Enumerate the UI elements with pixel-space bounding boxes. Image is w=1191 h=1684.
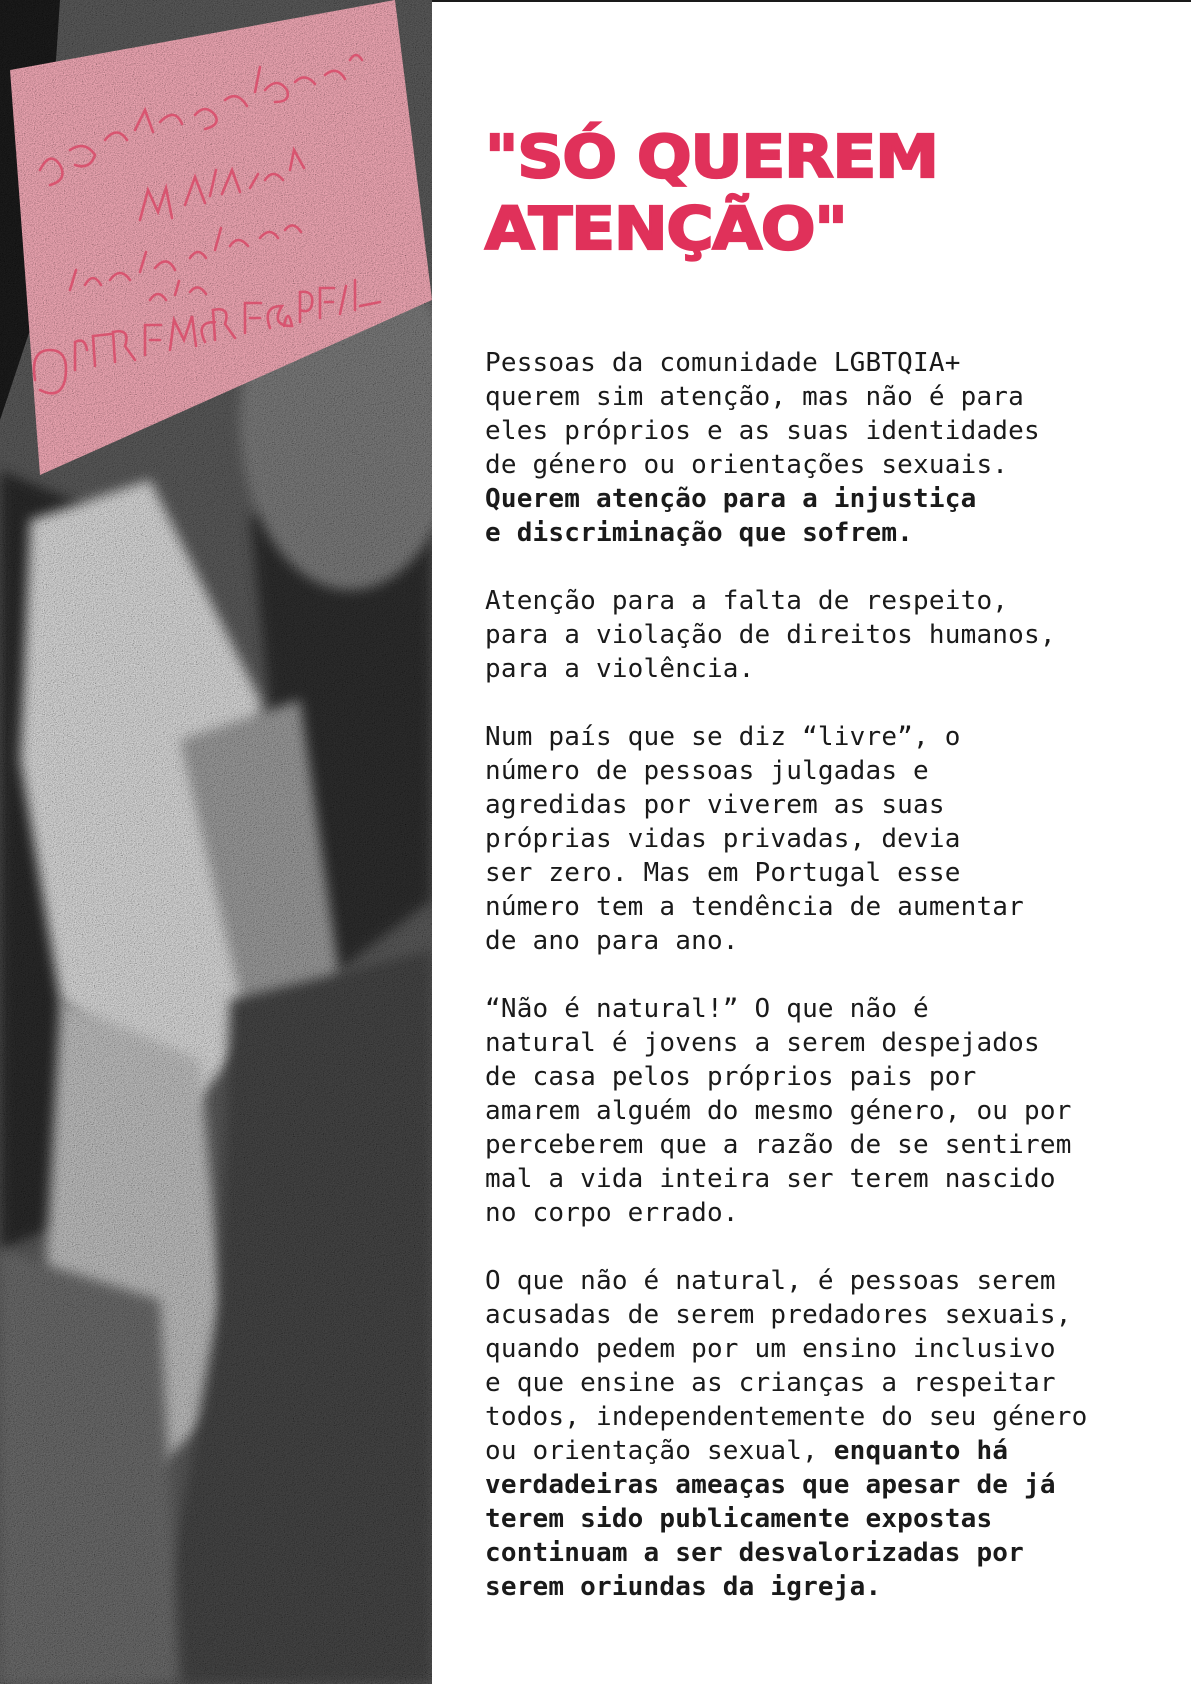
- paragraph-4-text: “Não é natural!” O que não é natural é jovens a serem despejados de casa pelos próprios pais por amarem alguém do mesmo género, ou por perceberem que a razão de se sentirem mal a vida inteira ser terem nascido no corpo errado.: [485, 994, 1072, 1228]
- paragraph-4: [485, 992, 1145, 1230]
- paragraph-3: [485, 720, 1145, 958]
- paragraph-2-text: Atenção para a falta de respeito, para a violação de direitos humanos, para a violência.: [485, 586, 1056, 684]
- paragraph-3-text: Num país que se diz “livre”, o número de pessoas julgadas e agredidas por viverem as suas próprias vidas privadas, devia ser zero. Mas em Portugal esse número tem a tendência de aumentar de ano para ano.: [485, 722, 1025, 956]
- article: [485, 122, 1145, 1638]
- paragraph-5: [485, 1264, 1145, 1604]
- paragraph-2: [485, 584, 1145, 686]
- headline: "SÓ QUEREM ATENÇÃO": [485, 123, 938, 264]
- paragraph-1: [485, 346, 1145, 550]
- paragraph-5-text: O que não é natural, é pessoas serem acusadas de serem predadores sexuais, quando pedem por um ensino inclusivo e que ensine as crianças a respeitar todos, independentemente do seu género ou orientação sexual,: [485, 1266, 1088, 1466]
- top-divider: [432, 0, 1191, 2]
- protest-photo: [0, 0, 432, 1684]
- paragraph-5-emphasis: enquanto há verdadeiras ameaças que apesar de já terem sido publicamente expostas continuam a ser desvalorizadas por serem oriundas da igreja.: [485, 1436, 1056, 1602]
- paragraph-1-text: Pessoas da comunidade LGBTQIA+ querem sim atenção, mas não é para eles próprios e as suas identidades de género ou orientações sexuais.: [485, 348, 1040, 480]
- paragraph-1-emphasis: Querem atenção para a injustiça e discriminação que sofrem.: [485, 484, 977, 548]
- protest-photo-icon: [0, 0, 432, 1684]
